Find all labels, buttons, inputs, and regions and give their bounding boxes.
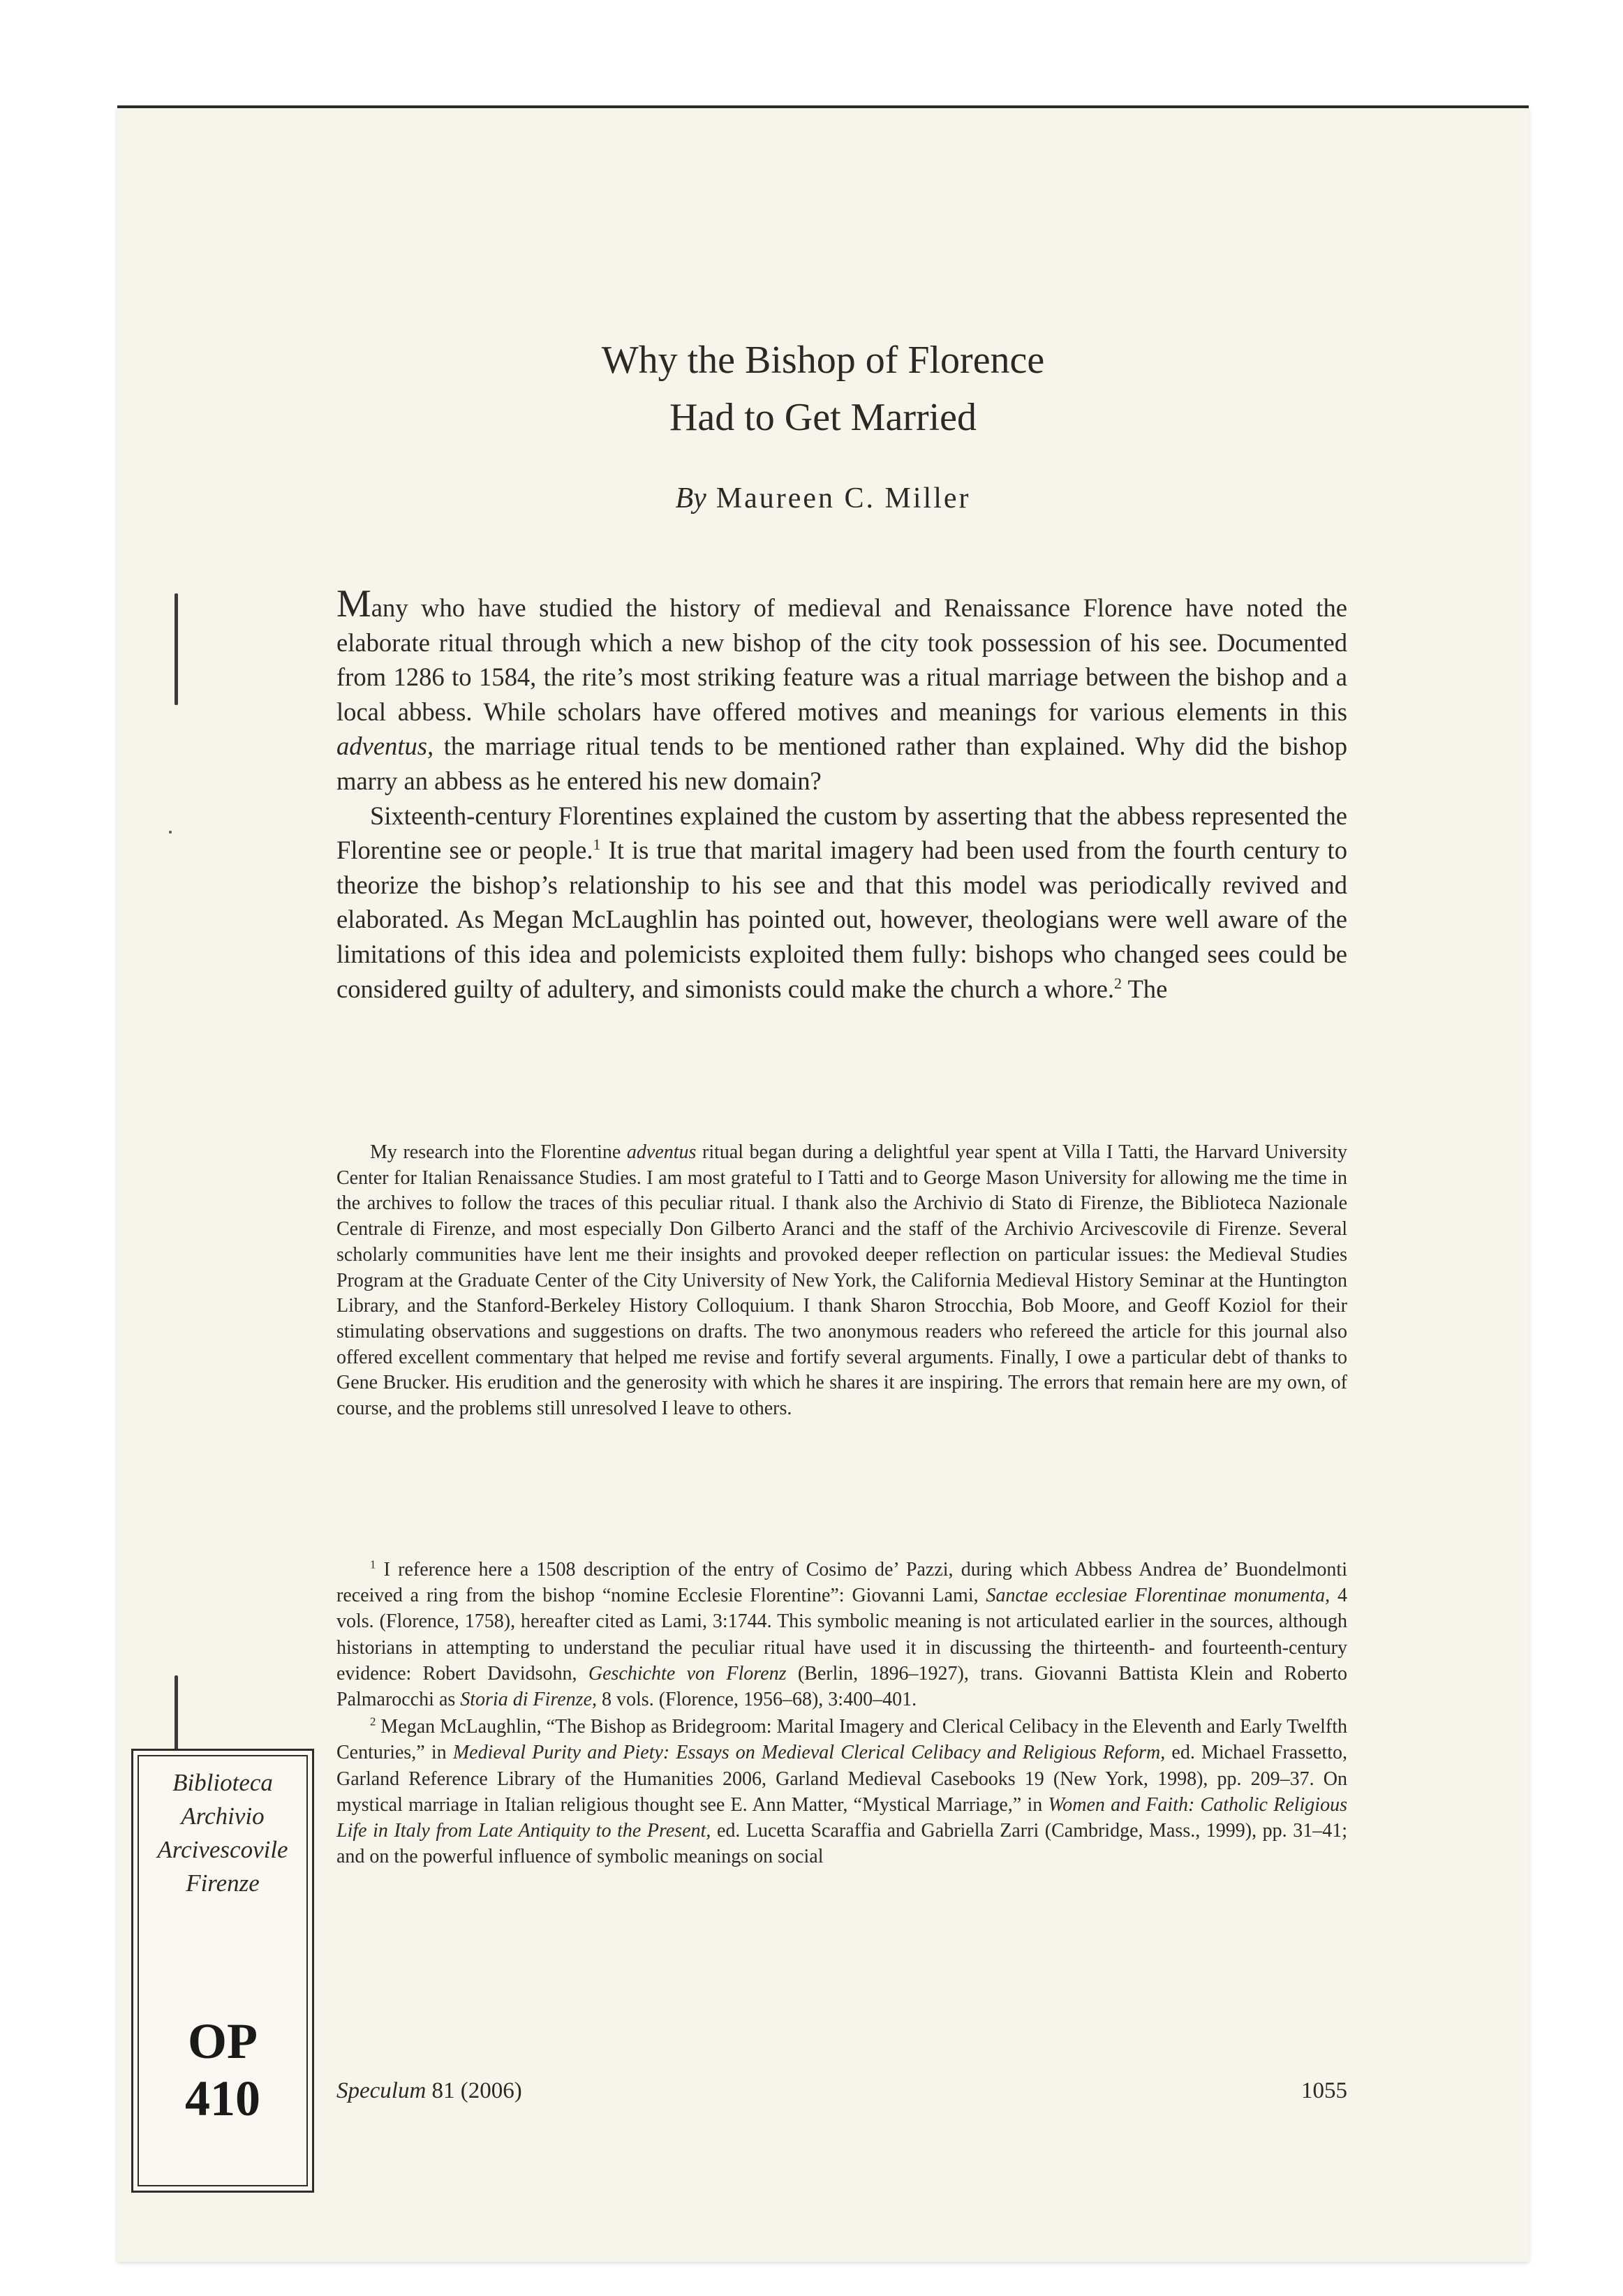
library-stamp: [131, 1749, 314, 2193]
body-text: It is true that marital imagery had been used from the fourth century to theorize the bishop’s relationship to his see and that this model was periodically revived and elaborated. As Megan McLaughlin has pointed out, however, theologians were well aware of the limitations of this idea and polemicists exploited them fully: bishops who changed sees could be considered guilty of adultery, and simonists could make the church a whore.: [336, 836, 1348, 1003]
ack-text: My research into the Florentine: [370, 1141, 627, 1163]
journal-name: Speculum: [336, 2078, 427, 2103]
paper-speck: [169, 831, 172, 834]
footnote-italic: Sanctae ecclesiae Florentinae monumenta,: [986, 1585, 1331, 1607]
footnote-italic: Women and Faith: Catholic Religious Life in Italy from Late Antiquity to the Present,: [336, 1793, 1347, 1842]
footnote-italic: Storia di Firenze,: [460, 1689, 598, 1711]
footnote-text: ed. Michael Frassetto, Garland Reference Library of the Humanities 2006, Garland Medieval Casebooks 19 (New York, 1998), pp. 209–37. On mystical marriage in Italian religious thought see E. Ann Matter, “Mystical Marriage,” in: [336, 1742, 1347, 1816]
body-italic: adventus,: [336, 732, 434, 761]
running-footer: [336, 2078, 1347, 2104]
body-text: The: [1121, 974, 1168, 1003]
stamp-shelf-mark: [133, 2013, 312, 2127]
stamp-line: Biblioteca: [172, 1769, 273, 1796]
ack-italic: adventus: [626, 1141, 697, 1163]
drop-cap: M: [336, 582, 371, 625]
footnote-italic: Medieval Purity and Piety: Essays on Medieval Clerical Celibacy and Religious Reform,: [452, 1742, 1166, 1764]
footnotes: [336, 1557, 1347, 1869]
byline: [117, 482, 1529, 515]
ack-text: ritual began during a delightful year spent at Villa I Tatti, the Harvard University Center for Italian Renaissance Studies. I am most grateful to I Tatti and to George Mason University for allowing me the time in the archives to follow the traces of this peculiar ritual. I thank also the Archivio di Stato di Firenze, the Biblioteca Nazionale Centrale di Firenze, and most especially Don Gilberto Aranci and the staff of the Archivio Arcivescovile di Firenze. Several scholarly communities have lent me their insights and provoked deeper reflection on particular issues: the Medieval Studies Program at the Graduate Center of the City University of New York, the California Medieval History Seminar at the Huntington Library, and the Stanford-Berkeley History Colloquium. I thank Sharon Strocchia, Bob Moore, and Geoff Koziol for their stimulating observations and suggestions on drafts. The two anonymous readers who refereed the article for this journal also offered excellent commentary that helped me revise and fortify several arguments. Finally, I owe a particular debt of thanks to Gene Brucker. His erudition and the generosity with which he shares it are inspiring. The errors that remain here are my own, of course, and the problems still unresolved I leave to others.: [336, 1141, 1347, 1420]
stamp-code-line: 410: [185, 2071, 260, 2126]
author-name: Maureen C. Miller: [716, 482, 971, 514]
footnote-text: ed. Lucetta Scaraffia and Gabriella Zarri (Cambridge, Mass., 1999), pp. 31–41; and on the powerful influence of symbolic meanings on social: [336, 1820, 1347, 1868]
footnote-number: 2: [370, 1714, 376, 1728]
stamp-line: Archivio: [181, 1802, 265, 1830]
article-body: [336, 582, 1348, 1006]
stamp-code-line: OP: [188, 2013, 258, 2069]
body-text: any who have studied the history of medieval and Renaissance Florence have noted the elaborate ritual through which a new bishop of the city took possession of his see. Documented from 1286 to 1584, the rite’s most striking feature was a ritual marriage between the bishop and a local abbess. While scholars have offered motives and meanings for various elements in this: [336, 593, 1347, 726]
footnote-text: (Berlin, 1896–1927), trans. Giovanni Battista Klein and Roberto Palmarocchi as: [336, 1662, 1347, 1711]
body-text: the marriage ritual tends to be mentioned rather than explained. Why did the bishop marry an abbess as he entered his new domain?: [336, 732, 1347, 795]
footnote-text: Megan McLaughlin, “The Bishop as Bridegroom: Marital Imagery and Clerical Celibacy in the Eleventh and Early Twelfth Centuries,” in: [336, 1716, 1347, 1764]
footnote-ref-2: 2: [1113, 974, 1122, 992]
body-text: Sixteenth-century Florentines explained the custom by asserting that the abbess represented the Florentine see or people.: [336, 801, 1347, 865]
footnote-2: [336, 1714, 1347, 1869]
footnote-1: [336, 1557, 1347, 1712]
footnote-text: 4 vols. (Florence, 1758), hereafter cited as Lami, 3:1744. This symbolic meaning is not articulated earlier in the sources, although historians in attempting to understand the peculiar ritual have used it in discussing the thirteenth- and fourteenth-century evidence: Robert Davidsohn,: [336, 1585, 1348, 1684]
body-paragraph-1: [336, 582, 1347, 799]
stamp-institution: [133, 1766, 312, 1900]
journal-page: [117, 108, 1529, 2262]
body-paragraph-2: [336, 799, 1347, 1007]
footnote-number: 1: [370, 1557, 376, 1571]
article-title: [117, 332, 1529, 446]
journal-citation: [336, 2078, 522, 2104]
footnote-ref-1: 1: [593, 835, 601, 853]
title-line-2: Had to Get Married: [669, 396, 977, 439]
page-number: 1055: [1301, 2078, 1347, 2103]
footnote-text: I reference here a 1508 description of the entry of Cosimo de’ Pazzi, during which Abbess Andrea de’ Buondelmonti received a ring from the bishop “nomine Ecclesie Florentine”: Giovanni Lami,: [336, 1559, 1347, 1607]
staple-top: [175, 593, 178, 705]
byline-prefix: By: [675, 482, 706, 514]
acknowledgment-note: [336, 1140, 1347, 1422]
journal-volume: 81 (2006): [426, 2078, 522, 2103]
title-line-1: Why the Bishop of Florence: [601, 339, 1045, 382]
stamp-line: Arcivescovile: [157, 1836, 288, 1863]
stamp-line: Firenze: [186, 1869, 260, 1897]
footnote-text: 8 vols. (Florence, 1956–68), 3:400–401.: [597, 1689, 917, 1711]
footnote-italic: Geschichte von Florenz: [588, 1662, 787, 1684]
